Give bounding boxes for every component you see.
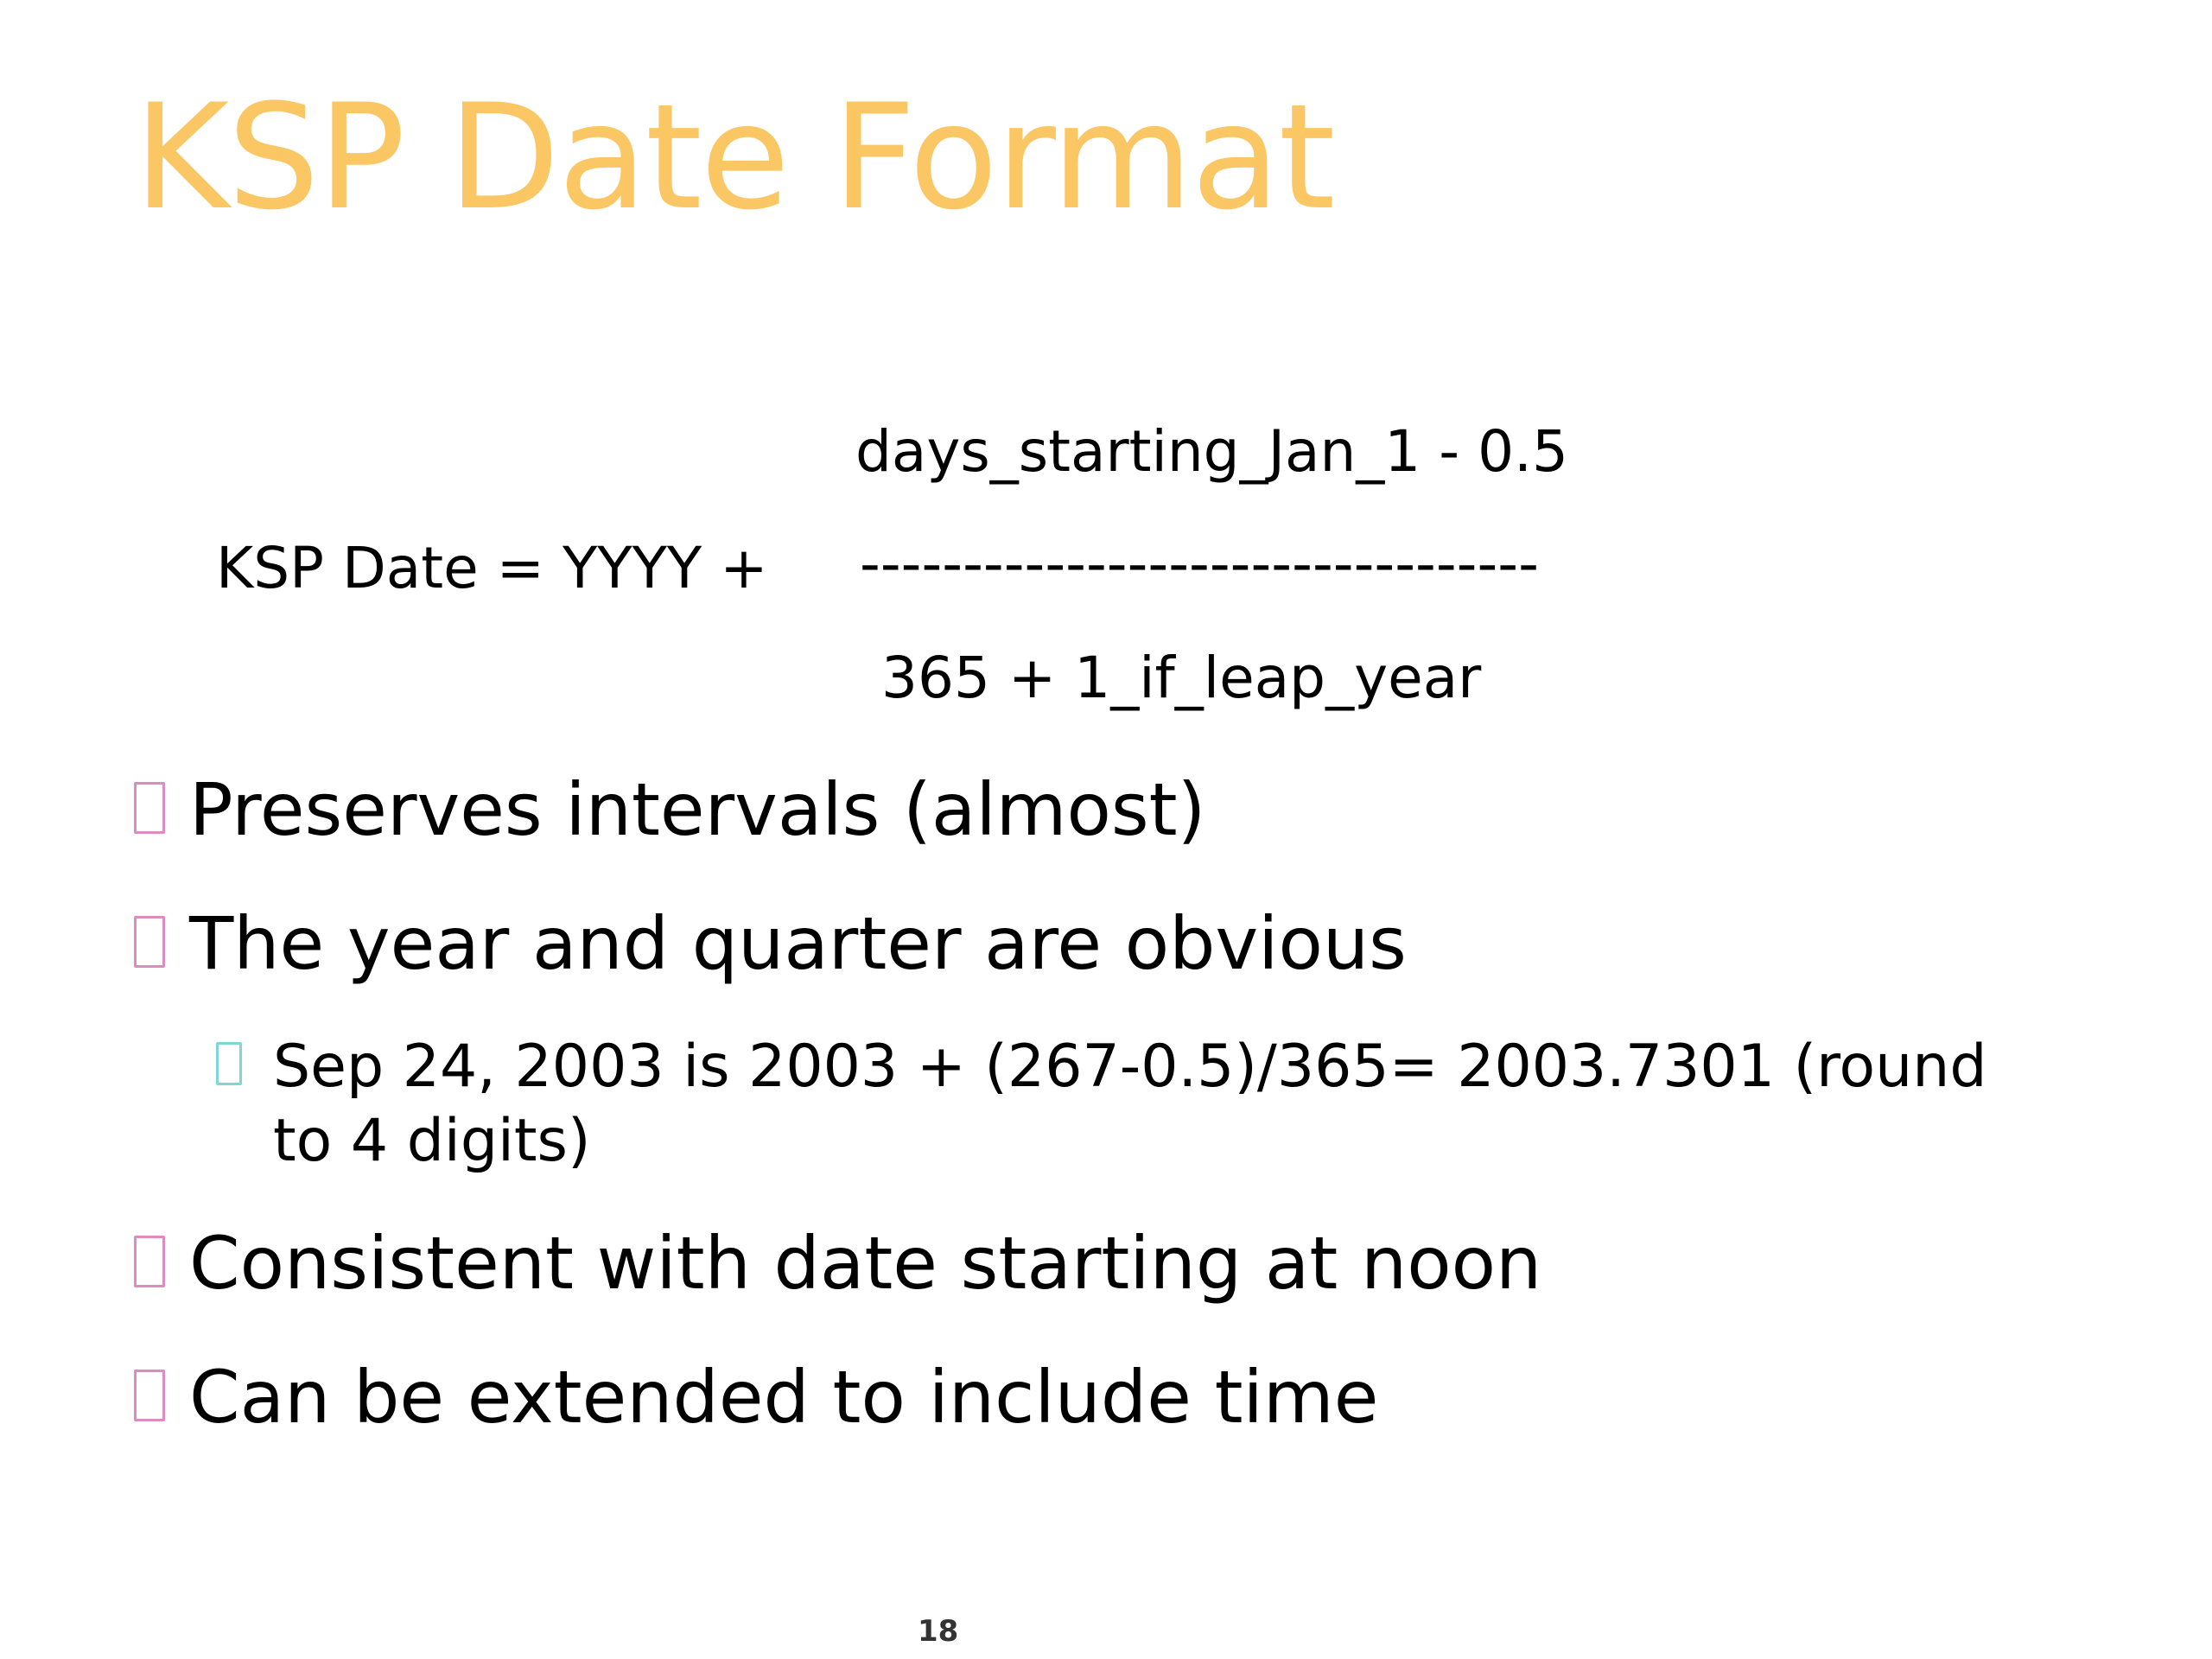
formula-lhs: KSP Date = YYYY + <box>216 535 768 601</box>
bullet-text: Preserves intervals (almost) <box>189 767 1206 852</box>
bullet-text: The year and quarter are obvious <box>189 901 1407 986</box>
sub-bullet-item <box>216 1030 2013 1178</box>
page-number: 18 <box>918 1614 959 1649</box>
sub-bullet-text: Sep 24, 2003 is 2003 + (267-0.5)/365= 2003.7301 (round to 4 digits) <box>273 1033 1987 1175</box>
bullet-box-icon <box>134 1370 165 1421</box>
bullet-item <box>134 901 1407 986</box>
bullet-box-icon <box>134 916 165 968</box>
bullet-item <box>134 767 1206 852</box>
formula-fraction-bar: --------------------------------- <box>860 531 1539 597</box>
formula-denominator: 365 + 1_if_leap_year <box>881 645 1482 711</box>
bullet-box-icon <box>134 782 165 834</box>
bullet-item <box>134 1221 1542 1306</box>
bullet-text: Can be extended to include time <box>189 1355 1379 1440</box>
bullet-item <box>134 1355 1379 1440</box>
bullet-box-icon <box>134 1236 165 1287</box>
slide-title: KSP Date Format <box>134 73 1334 242</box>
formula-numerator: days_starting_Jan_1 - 0.5 <box>855 418 1569 485</box>
bullet-text: Consistent with date starting at noon <box>189 1221 1542 1306</box>
sub-bullet-box-icon <box>216 1042 242 1085</box>
